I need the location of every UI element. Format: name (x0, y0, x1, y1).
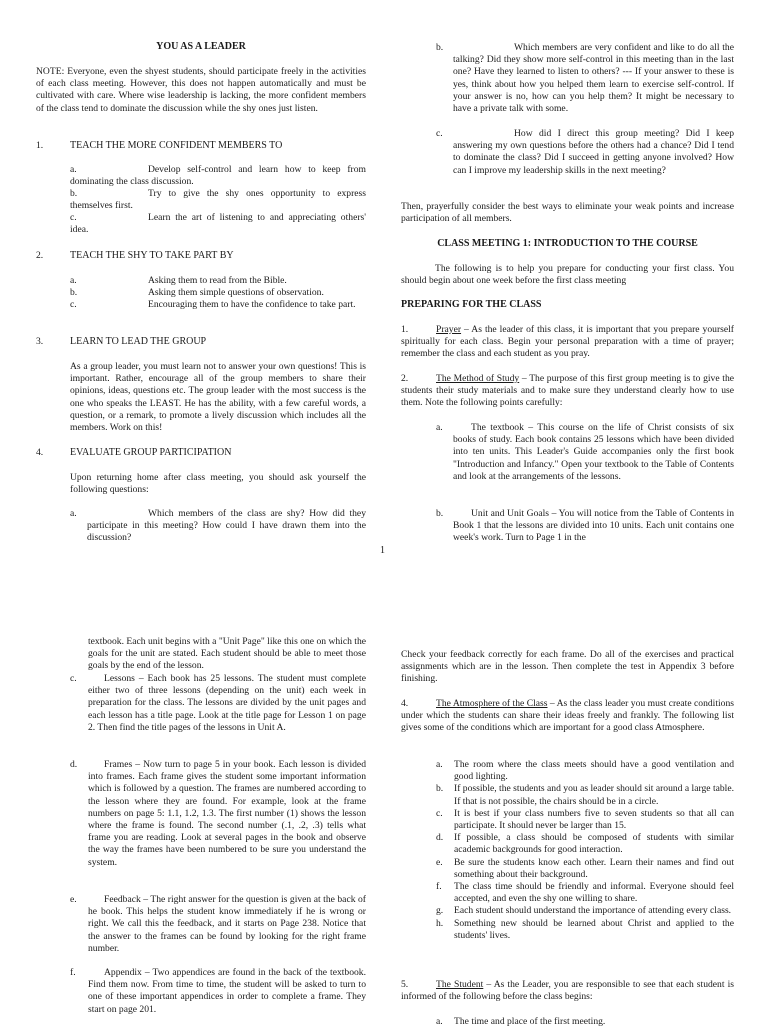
item-number: 4. (401, 698, 409, 709)
item-label: g. (436, 905, 444, 917)
item-text: Something new should be learned about Christ and applied to the students' lives. (454, 917, 734, 941)
item-label: b. (436, 508, 444, 519)
item-label: c. (70, 299, 77, 310)
item-text: The class time should be friendly and informal. Everyone should feel accepted, and even the shy one willing to share. (454, 881, 734, 905)
list-item (436, 759, 734, 783)
list-item (70, 212, 366, 236)
then-paragraph: Then, prayerfully consider the best ways to eliminate your weak points and increase participation of all members. (401, 201, 734, 225)
item-label: e. (70, 894, 77, 905)
prayer-text: – As the leader of this class, it is important that you prepare yourself spiritually for each class. Begin your personal preparation with a time of prayer; remember the class and each student as you pray. (401, 324, 734, 360)
item-label: c. (436, 807, 443, 819)
item-label: b. (436, 42, 444, 53)
page-title: YOU AS A LEADER (156, 41, 246, 52)
item-label: a. (436, 422, 443, 433)
list-item (70, 299, 366, 323)
student-item-a (436, 1016, 734, 1028)
page-number: 1 (380, 545, 385, 556)
item-number: 1. (401, 324, 409, 335)
item-text: If possible, a class should be composed of students with similar academic backgrounds for good interaction. (454, 832, 734, 856)
prayer-paragraph (401, 324, 734, 361)
item-text: Frames – Now turn to page 5 in your book. Each lesson is divided into frames. Each frame gives the student some important information which is followed by a question. The frames are numbered according to the lesson where they are found. For example, look at the frame numbers on page 5: 1.1, 1.2, 1.3. The first number (1) shows the lesson where the frame is found. The second number (.1, .2, .3) tells what frame you are reading. Look at several pages in the book and observe the way the frames have been numbered to be sure you understand the system. (88, 759, 366, 868)
item-text: The room where the class meets should have a good ventilation and good lighting. (454, 759, 734, 783)
list-item (436, 881, 734, 905)
section-4-body: Upon returning home after class meeting, you should ask yourself the following questions: (70, 472, 366, 496)
section-3-heading: LEARN TO LEAD THE GROUP (70, 336, 207, 347)
item-label: a. (70, 164, 77, 175)
item-text: Try to give the shy ones opportunity to express themselves first. (70, 188, 366, 212)
atmosphere-paragraph (401, 698, 734, 735)
method-paragraph (401, 373, 734, 410)
item-text: Lessons – Each book has 25 lessons. The student must complete either two of three lessons (depending on the unit) each week in preparation for the class. The lessons are divided by the unit pages and each lesson has a title page. Look at the title page for Lesson 1 on page 2. Then find the title pages of the lessons in Unit A. (88, 673, 366, 733)
section-3-number: 3. (36, 336, 44, 347)
method-item-b (436, 508, 734, 545)
list-item (70, 275, 366, 287)
item-label: a. (436, 1016, 443, 1027)
note-paragraph: NOTE: Everyone, even the shyest students, should participate freely in the activities of each class meeting. However, this does not happen automatically and must be cultivated with care. Where wise leadership is lacking, the more confident members of the class tend to dominate the discussion while the shy ones just listen. (36, 66, 366, 114)
atmosphere-list (436, 759, 734, 942)
item-text: Which members are very confident and like to do all the talking? Did they show more self-control in this meeting than in the last one? Have they learned to listen to others? --- If your answer to these is yes, think about how you helped them learn to exercise self-control. If your answer is no, how can you help them? It might be necessary to have a private talk with some. (453, 42, 734, 115)
preparing-heading: PREPARING FOR THE CLASS (401, 299, 542, 310)
item-text: Which members of the class are shy? How did they participate in this meeting? How could I have drawn them into the discussion? (87, 508, 366, 544)
method-item-f (70, 967, 366, 1016)
class-meeting-title: CLASS MEETING 1: INTRODUCTION TO THE COURSE (437, 238, 698, 249)
item-label: f. (436, 881, 442, 893)
item-text: Encouraging them to have the confidence to take part. (148, 299, 356, 310)
method-item-e (70, 894, 366, 955)
document-page-2 (0, 630, 768, 1027)
section-4-heading: EVALUATE GROUP PARTICIPATION (70, 447, 232, 458)
evaluate-item-c (436, 128, 734, 177)
section-4-list (70, 508, 366, 545)
item-text: Be sure the students know each other. Learn their names and find out something about their background. (454, 856, 734, 880)
list-item (70, 287, 366, 299)
item-label: f. (70, 967, 76, 978)
atmosphere-text: – As the class leader you must create conditions under which the students can share their ideas freely and frankly. The following list gives some of the conditions which are important for a good class Atmosphere. (401, 698, 735, 734)
item-label: d. (436, 832, 444, 844)
item-text: It is best if your class numbers five to seven students so that all can participate. It should never be larger than 15. (454, 807, 734, 832)
section-1-number: 1. (36, 140, 44, 151)
item-text: Develop self-control and learn how to keep from dominating the class discussion. (70, 164, 366, 188)
list-item (436, 918, 734, 942)
item-label: d. (70, 759, 78, 770)
unit-goals-continuation: textbook. Each unit begins with a "Unit Page" like this one on which the goals for the unit are stated. Each student should be able to meet those goals by the end of the lesson. (88, 636, 367, 672)
item-text: Appendix – Two appendices are found in the back of the textbook. Find them now. From time to time, the student will be asked to turn to one of these important appendices in order to complete a frame. They start on page 201. (88, 967, 366, 1015)
item-label: c. (70, 212, 77, 223)
item-label: a. (70, 508, 77, 519)
item-text: Unit and Unit Goals – You will notice from the Table of Contents in Book 1 that the lessons are divided into 10 units. Each unit contains one week's work. Turn to Page 1 in the (453, 508, 734, 544)
item-number: 5. (401, 979, 409, 990)
section-2-list (70, 275, 366, 323)
evaluate-item-b (436, 42, 734, 115)
item-label: e. (436, 856, 443, 868)
item-text: Feedback – The right answer for the question is given at the back of he book. This helps the student know immediately if he is wrong or right. We call this the feedback, and it starts on Page 238. Notice that the answer to the frames can be found by looking for the right frame number. (88, 894, 366, 954)
item-text: Asking them to read from the Bible. (148, 275, 287, 286)
section-2-number: 2. (36, 250, 44, 261)
item-label: c. (70, 673, 77, 684)
method-item-c (70, 673, 366, 734)
item-label: a. (436, 759, 443, 770)
student-paragraph (401, 979, 734, 1003)
list-item (436, 905, 734, 917)
term-prayer: Prayer (436, 324, 462, 335)
item-label: b. (436, 783, 444, 795)
list-item (70, 164, 366, 188)
item-text: If possible, the students and you as leader should sit around a large table. If that is not possible, the chairs should be in a circle. (454, 783, 734, 807)
item-label: b. (70, 287, 78, 298)
list-item (436, 783, 734, 807)
list-item (70, 508, 366, 545)
item-text: Learn the art of listening to and appreciating others' idea. (70, 212, 366, 236)
term-method-of-study: The Method of Study (436, 373, 520, 384)
item-text: The time and place of the first meeting. (454, 1016, 606, 1027)
method-text: – The purpose of this first group meeting is to give the students their study materials and to make sure they understand clearly how to use them. Note the following points carefully: (401, 373, 735, 409)
term-atmosphere: The Atmosphere of the Class (436, 698, 548, 709)
item-number: 2. (401, 373, 409, 384)
section-4-number: 4. (36, 447, 44, 458)
section-3-body: As a group leader, you must learn not to answer your own questions! This is important. Rather, encourage all of the group members to share their opinions, ideas, questions etc. The group leader with the most success is the one who speaks the LEAST. He has the ability, with a few careful words, a question, or a remark, to promote a lively discussion which includes all the members. Work on this! (70, 361, 366, 434)
item-text: Asking them simple questions of observation. (148, 287, 324, 298)
item-label: h. (436, 917, 444, 929)
list-item (70, 188, 366, 212)
list-item (436, 832, 734, 856)
section-1-list (70, 164, 366, 236)
list-item (436, 857, 734, 881)
student-text: – As the Leader, you are responsible to see that each student is informed of the following before the class begins: (401, 979, 734, 1003)
item-label: b. (70, 188, 78, 199)
term-the-student: The Student (436, 979, 484, 990)
item-text: How did I direct this group meeting? Did I keep answering my own questions before the others had a chance? Did I tend to dominate the class? Did I succeed in getting anyone involved? How can I improve my leadership skills in the next meeting? (453, 128, 734, 176)
page-gap (0, 566, 768, 630)
list-item (436, 808, 734, 832)
item-text: The textbook – This course on the life of Christ consists of six books of study. Each book contains 25 lessons which have been divided into ten units. This Leader's Guide accompanies only the first book "Introduction and Infancy." Open your textbook to the Table of Contents and look at the arrangements of the lessons. (453, 422, 734, 482)
section-2-heading: TEACH THE SHY TO TAKE PART BY (70, 250, 234, 261)
intro-paragraph: The following is to help you prepare for conducting your first class. You should begin about one week before the first class meeting (401, 263, 734, 287)
section-1-heading: TEACH THE MORE CONFIDENT MEMBERS TO (70, 140, 283, 151)
item-text: Each student should understand the importance of attending every class. (454, 905, 732, 917)
item-label: c. (436, 128, 443, 139)
check-paragraph: Check your feedback correctly for each frame. Do all of the exercises and practical assignments which are in the lesson. Then complete the test in Appendix 3 before finishing. (401, 649, 734, 685)
method-item-a (436, 422, 734, 483)
method-item-d (70, 759, 366, 869)
item-label: a. (70, 275, 77, 286)
